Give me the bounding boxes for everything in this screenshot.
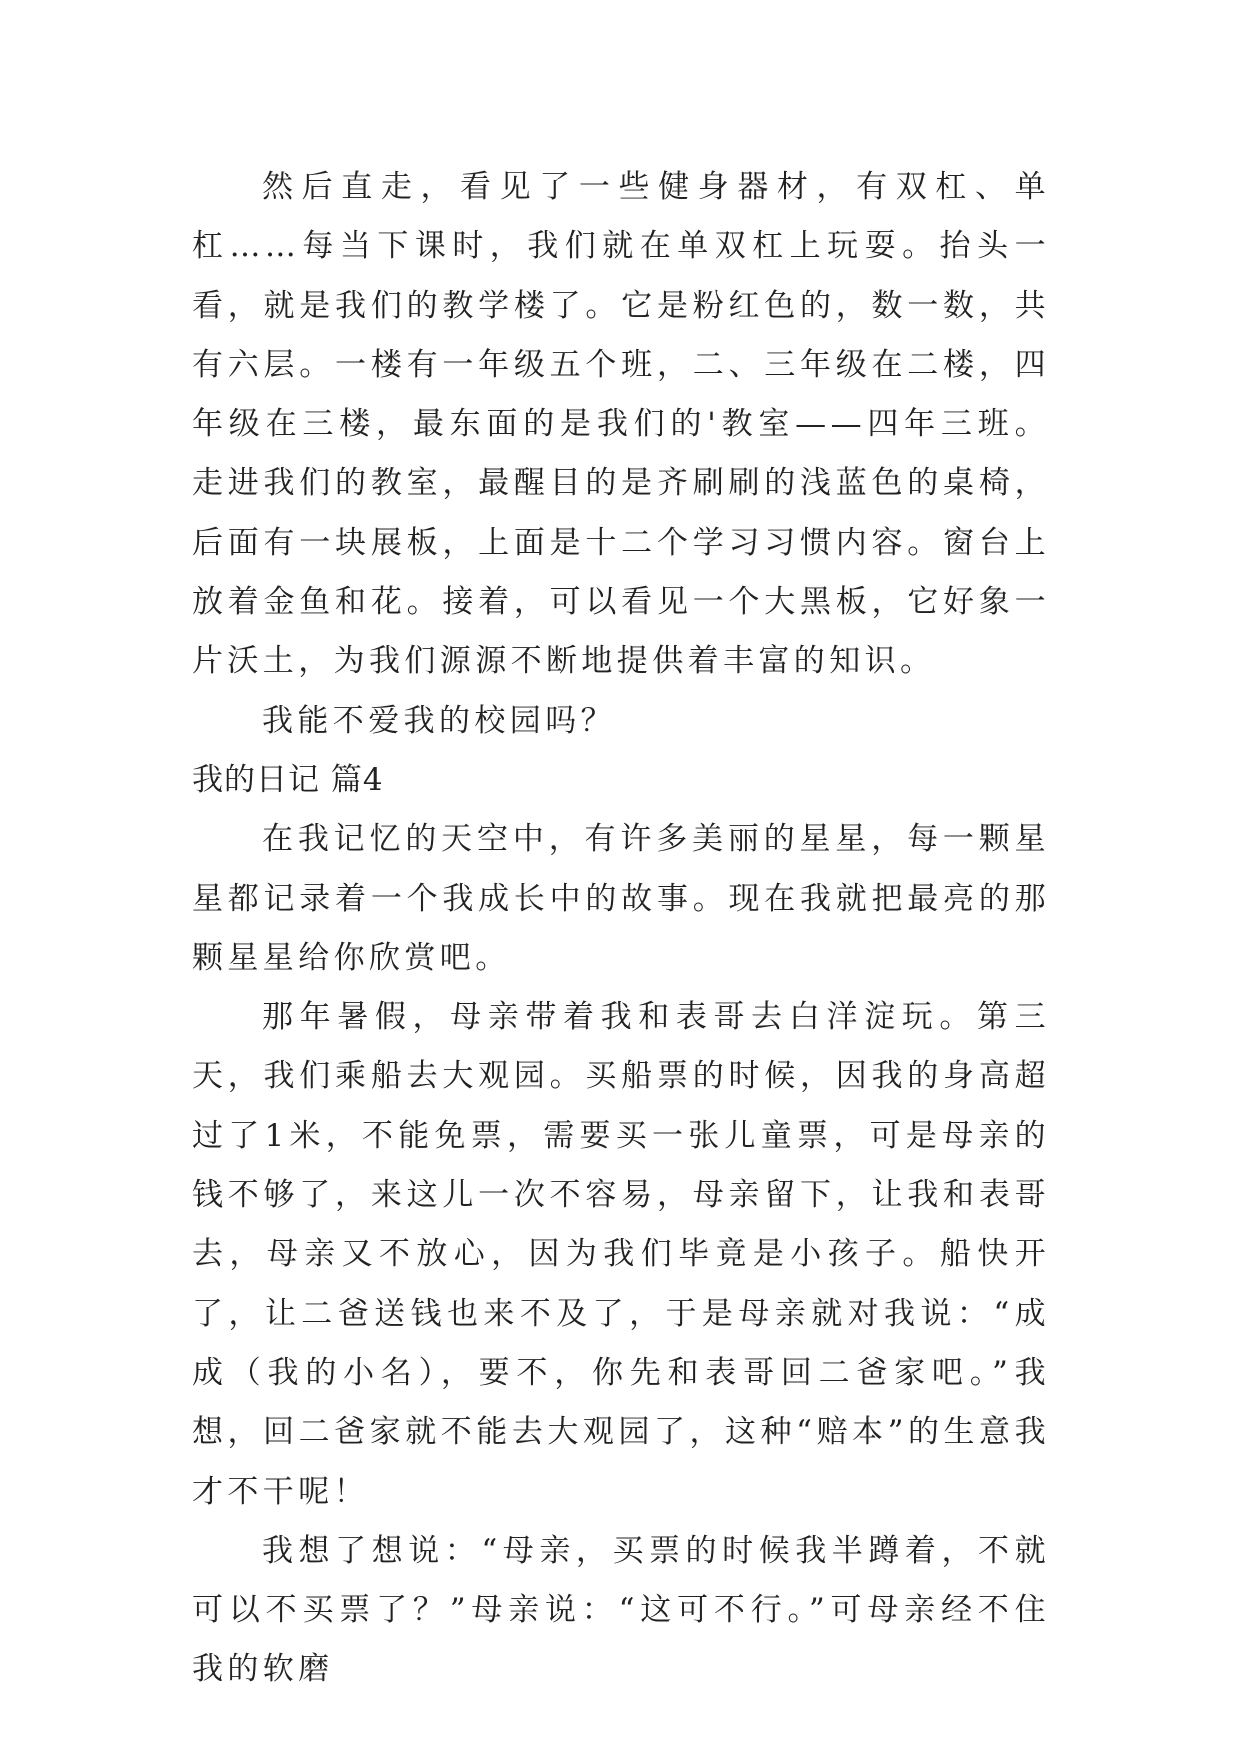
section-heading: 我的日记 篇4: [192, 761, 384, 798]
document-body: [192, 158, 1050, 1700]
paragraph: 在我记忆的天空中，有许多美丽的星星，每一颗星星都记录着一个我成长中的故事。现在我就把最亮的那颗星星给你欣赏吧。: [192, 821, 1050, 976]
paragraph: 那年暑假，母亲带着我和表哥去白洋淀玩。第三天，我们乘船去大观园。买船票的时候，因我的身高超过了1米，不能免票，需要买一张儿童票，可是母亲的钱不够了，来这儿一次不容易，母亲留下，让我和表哥去，母亲又不放心，因为我们毕竟是小孩子。船快开了，让二爸送钱也来不及了，于是母亲就对我说：“成成（我的小名），要不，你先和表哥回二爸家吧。”我想，回二爸家就不能去大观园了，这种“赔本”的生意我才不干呢！: [192, 999, 1050, 1510]
paragraph: 我想了想说：“母亲，买票的时候我半蹲着，不就可以不买票了？”母亲说：“这可不行。”可母亲经不住我的软磨: [192, 1532, 1050, 1688]
paragraph: 我能不爱我的校园吗？: [262, 702, 616, 739]
paragraph: 然后直走，看见了一些健身器材，有双杠、单杠……每当下课时，我们就在单双杠上玩耍。抬头一看，就是我们的教学楼了。它是粉红色的，数一数，共有六层。一楼有一年级五个班，二、三年级在二楼，四年级在三楼，最东面的是我们的'教室——四年三班。走进我们的教室，最醒目的是齐刷刷的浅蓝色的桌椅，后面有一块展板，上面是十二个学习习惯内容。窗台上放着金鱼和花。接着，可以看见一个大黑板，它好象一片沃土，为我们源源不断地提供着丰富的知识。: [192, 169, 1050, 680]
